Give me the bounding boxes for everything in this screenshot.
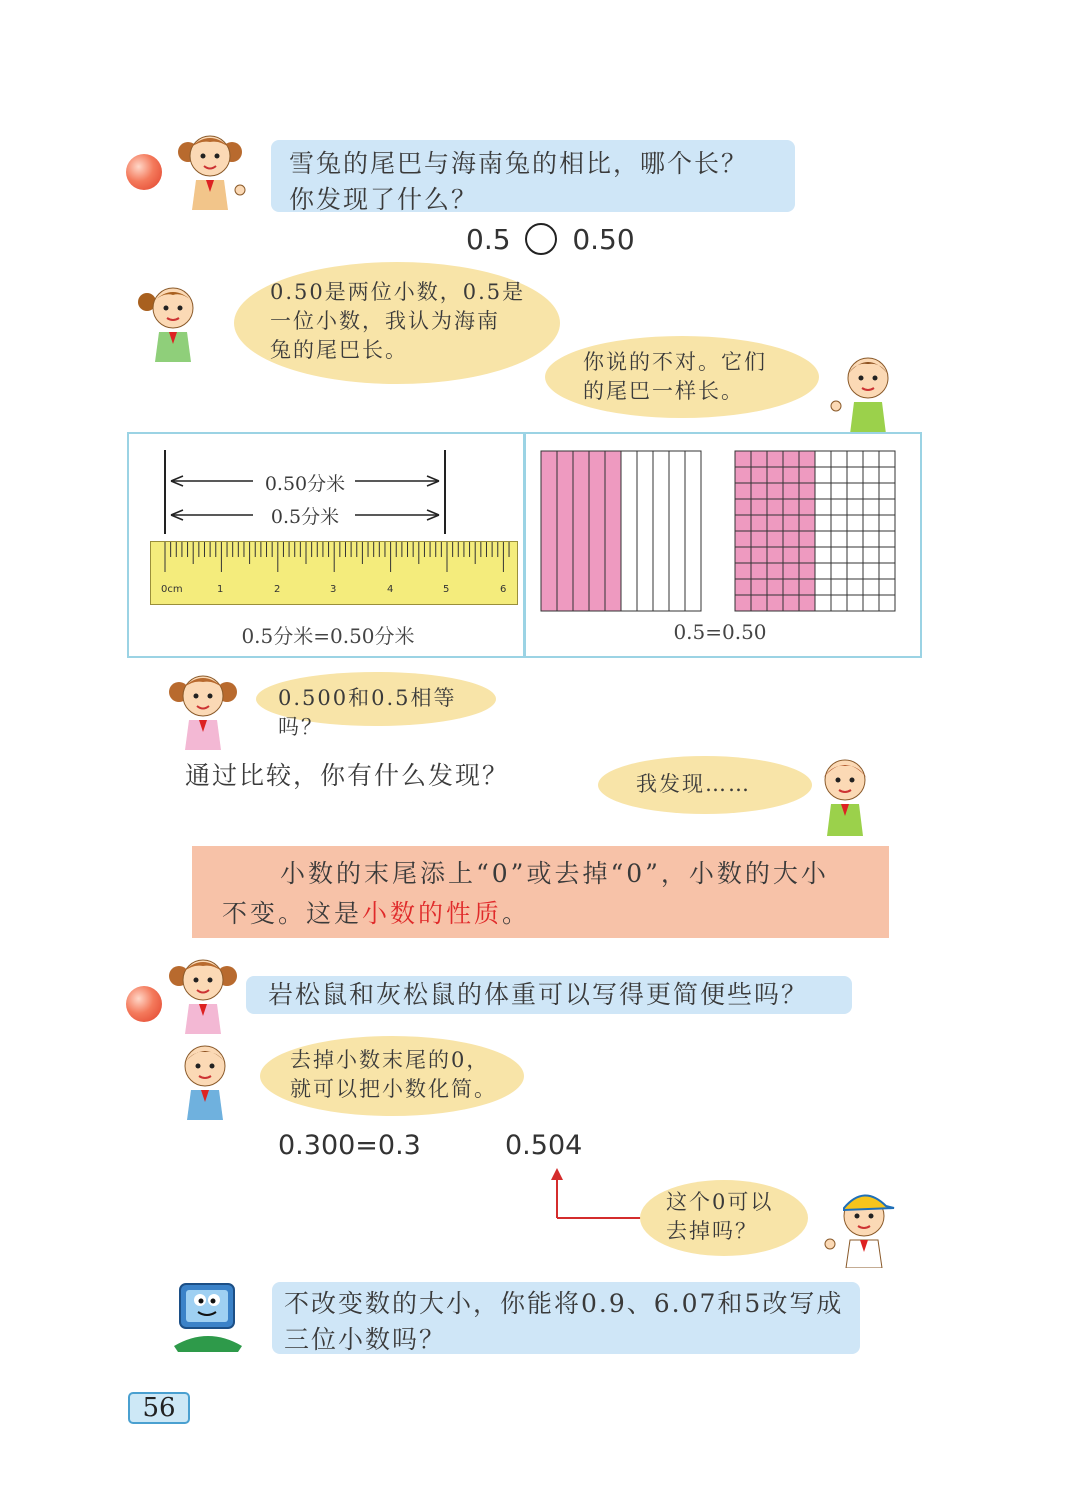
hundredths-cell [751,547,767,563]
tenths-cell [589,451,605,611]
tenths-grid [540,450,702,612]
hundredths-cell [799,515,815,531]
rule-line2-prefix: 不变。这是 [222,899,363,928]
tenths-cell [557,451,573,611]
hundredths-cell [735,483,751,499]
bubble-line1: 0.50是两位小数，0.5是 [270,280,526,304]
rule-line1: 小数的末尾添上“0”或去掉“0”，小数的大小 [280,859,829,888]
bubble-line2: 就可以把小数化简。 [290,1077,497,1101]
hundredths-cell [783,515,799,531]
hundredths-cell [847,531,863,547]
hundredths-cell [815,547,831,563]
hundredths-cell [767,563,783,579]
hundredths-cell [831,499,847,515]
compare-right: 0.50 [572,223,635,256]
hundredths-cell [783,579,799,595]
bubble-text: 0.500和0.5相等吗？ [278,686,457,739]
speech-bubble-zero [640,1180,808,1256]
speech-bubble-girl [234,262,560,384]
hundredths-cell [879,515,895,531]
hundredths-cell [735,563,751,579]
hundredths-cell [799,499,815,515]
section-marker-icon [126,154,162,190]
hundredths-cell [879,467,895,483]
hundredths-cell [879,579,895,595]
hundredths-cell [751,451,767,467]
compare-circle-blank[interactable] [525,223,557,255]
hundredths-cell [767,515,783,531]
hundredths-cell [879,483,895,499]
question-text-line2: 你发现了什么？ [289,185,479,214]
hundredths-cell [815,483,831,499]
hundredths-cell [735,595,751,611]
page-number: 56 [128,1392,190,1424]
hundredths-cell [783,451,799,467]
hundredths-cell [831,483,847,499]
hundredths-cell [847,563,863,579]
computer-mascot-icon [168,1276,248,1352]
tenths-cell [669,451,685,611]
hundredths-cell [831,595,847,611]
hundredths-cell [767,467,783,483]
tenths-cell [653,451,669,611]
hundredths-cell [799,563,815,579]
tenths-cell [605,451,621,611]
ruler-number-6: 6 [500,584,507,595]
rule-line2 [222,894,859,934]
hundredths-cell [767,547,783,563]
tenths-cell [637,451,653,611]
hundredths-cell [831,451,847,467]
boy-character-icon [826,350,906,434]
hundredths-cell [863,547,879,563]
hundredths-cell [847,595,863,611]
boy-with-cap-icon [820,1184,900,1268]
hundredths-cell [751,563,767,579]
hundredths-cell [863,595,879,611]
label-050-decimeter: 0.50分米 [264,473,346,495]
hundredths-cell [815,451,831,467]
hundredths-cell [799,483,815,499]
tenths-cell [541,451,557,611]
hundredths-cell [815,515,831,531]
hundredths-cell [735,547,751,563]
question-box-1 [271,140,795,212]
hundredths-cell [831,563,847,579]
question-text-line2: 三位小数吗？ [284,1325,447,1354]
number-0504: 0.504 [505,1130,583,1161]
hundredths-cell [863,515,879,531]
hundredths-cell [879,451,895,467]
hundredths-cell [735,579,751,595]
hundredths-cell [863,467,879,483]
hundredths-cell [847,499,863,515]
bubble-line1: 去掉小数末尾的0， [290,1048,490,1072]
hundredths-cell [879,563,895,579]
hundredths-cell [751,579,767,595]
bubble-line2: 一位小数，我认为海南 [270,309,500,333]
hundredths-cell [767,531,783,547]
hundredths-cell [815,499,831,515]
hundredths-cell [799,531,815,547]
hundredths-cell [879,595,895,611]
girl-character-icon [163,950,243,1034]
bubble-line3: 兔的尾巴长。 [270,338,408,362]
hundredths-cell [863,499,879,515]
hundredths-cell [847,483,863,499]
hundredths-cell [783,483,799,499]
girl-character-icon [133,278,213,362]
hundredths-cell [831,467,847,483]
boy-character-icon [165,1036,245,1120]
hundredths-cell [799,547,815,563]
hundredths-cell [831,547,847,563]
bubble-line2: 的尾巴一样长。 [583,379,744,403]
hundredths-cell [815,531,831,547]
hundredths-cell [735,531,751,547]
hundredths-cell [815,595,831,611]
grid-caption: 0.5=0.50 [673,620,767,644]
tenths-cell [573,451,589,611]
hundredths-cell [735,515,751,531]
girl-character-icon [803,752,883,836]
girl-character-icon [163,666,243,750]
hundredths-cell [863,579,879,595]
compare-expression [466,222,635,258]
ruler-caption: 0.5分米=0.50分米 [241,624,415,648]
hundredths-cell [831,579,847,595]
ruler-number-2: 2 [274,584,281,595]
tenths-cell [685,451,701,611]
hundredths-cell [879,547,895,563]
bubble-line1: 你说的不对。它们 [583,350,767,374]
hundredths-grid [734,450,896,612]
ruler-number-1: 1 [217,584,224,595]
hundredths-cell [799,451,815,467]
hundredths-cell [783,531,799,547]
question-box-4 [272,1282,860,1354]
speech-bubble-simplify [260,1036,524,1116]
speech-bubble-q2 [256,672,496,739]
hundredths-cell [815,467,831,483]
hundredths-cell [847,451,863,467]
hundredths-cell [847,515,863,531]
ruler-number-3: 3 [330,584,337,595]
hundredths-cell [847,547,863,563]
hundredths-cell [751,531,767,547]
hundredths-cell [751,467,767,483]
property-rule-box [192,846,889,938]
hundredths-cell [815,563,831,579]
hundredths-cell [831,531,847,547]
compare-left: 0.5 [466,223,511,256]
hundredths-cell [783,563,799,579]
hundredths-cell [799,595,815,611]
section-marker-icon [126,986,162,1022]
hundredths-cell [767,483,783,499]
girl-character-icon [170,126,250,210]
hundredths-cell [767,451,783,467]
rule-highlight-term: 小数的性质 [362,899,503,928]
ruler-unit-label: 0cm [161,584,183,595]
hundredths-cell [799,579,815,595]
ruler-number-4: 4 [387,584,394,595]
bubble-text: 我发现…… [636,772,751,796]
hundredths-cell [847,579,863,595]
hundredths-cell [863,451,879,467]
label-05-decimeter: 0.5分米 [270,506,340,528]
hundredths-cell [863,531,879,547]
hundredths-cell [783,467,799,483]
speech-bubble-boy [545,336,819,418]
speech-bubble-find [598,756,812,814]
rule-line2-suffix: 。 [502,899,531,928]
equation-simplified: 0.300=0.3 [278,1130,421,1161]
question-text: 岩松鼠和灰松鼠的体重可以写得更简便些吗？ [268,980,809,1009]
hundredths-cell [767,579,783,595]
hundredths-cell [751,499,767,515]
question-box-3 [246,976,852,1014]
bubble-line2: 去掉吗？ [666,1219,758,1243]
hundredths-cell [863,483,879,499]
hundredths-cell [783,595,799,611]
hundredths-cell [799,467,815,483]
hundredths-cell [879,499,895,515]
grid-panel [524,432,922,658]
ruler-number-5: 5 [443,584,450,595]
hundredths-cell [751,483,767,499]
prompt-text: 通过比较，你有什么发现？ [185,761,510,790]
question-text-line1: 不改变数的大小，你能将0.9、6.07和5改写成 [284,1289,844,1318]
hundredths-cell [879,531,895,547]
hundredths-cell [815,579,831,595]
hundredths-cell [735,499,751,515]
ruler [150,541,518,605]
hundredths-cell [831,515,847,531]
hundredths-cell [863,563,879,579]
hundredths-cell [767,499,783,515]
hundredths-cell [735,467,751,483]
bubble-line1: 这个0可以 [666,1190,774,1214]
ruler-panel [127,432,525,658]
hundredths-cell [751,595,767,611]
hundredths-cell [767,595,783,611]
hundredths-cell [783,547,799,563]
tenths-cell [621,451,637,611]
hundredths-cell [751,515,767,531]
hundredths-cell [847,467,863,483]
question-text-line1: 雪兔的尾巴与海南兔的相比，哪个长？ [289,149,749,178]
hundredths-cell [735,451,751,467]
hundredths-cell [783,499,799,515]
